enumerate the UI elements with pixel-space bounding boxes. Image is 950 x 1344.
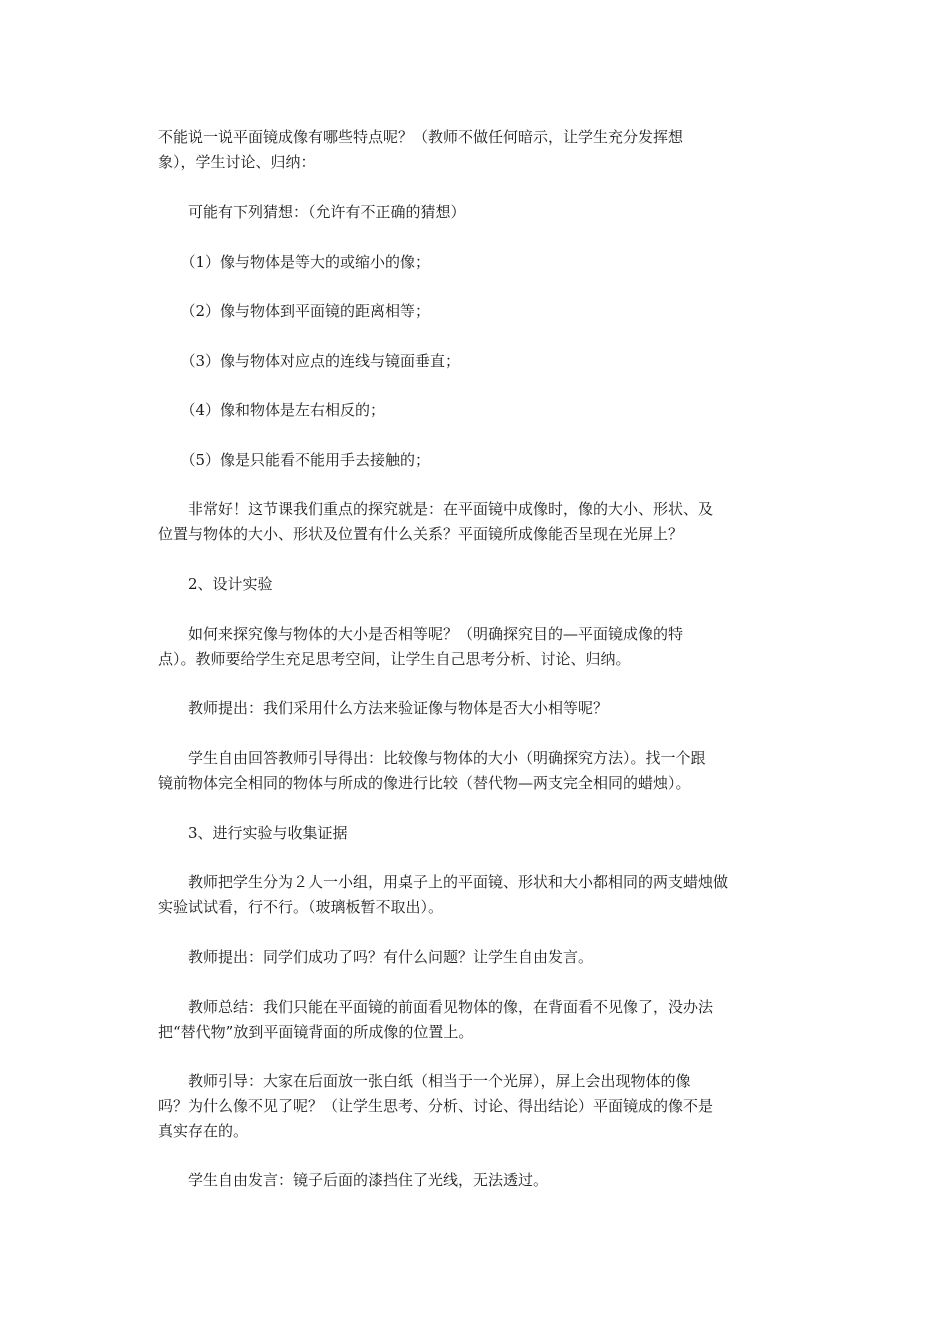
text-line: 3、进行实验与收集证据 [158, 824, 348, 842]
text-line: 学生自由发言：镜子后面的漆挡住了光线，无法透过。 [158, 1171, 549, 1189]
list-item-guess-5 [158, 448, 798, 473]
text-line: 如何来探究像与物体的大小是否相等呢？（明确探究目的—平面镜成像的特 [158, 625, 684, 643]
text-line: （2）像与物体到平面镜的距离相等； [158, 302, 431, 320]
paragraph-focus [158, 497, 798, 547]
text-line: 2、设计实验 [158, 575, 273, 593]
text-line: （4）像和物体是左右相反的； [158, 401, 386, 419]
text-line: 吗？为什么像不见了呢？（让学生思考、分析、讨论、得出结论）平面镜成的像不是 [158, 1097, 714, 1115]
text-line: 教师提出：我们采用什么方法来验证像与物体是否大小相等呢？ [158, 699, 609, 717]
text-line: 象），学生讨论、归纳： [158, 153, 316, 171]
paragraph-student-speech [158, 1168, 798, 1193]
text-line: 真实存在的。 [158, 1122, 249, 1140]
section-heading-experiment [158, 821, 798, 846]
list-item-guess-2 [158, 299, 798, 324]
text-line: 非常好！这节课我们重点的探究就是：在平面镜中成像时，像的大小、形状、及 [158, 500, 714, 518]
paragraph-guesses-heading [158, 200, 798, 225]
paragraph-teacher-question [158, 696, 798, 721]
text-line: 教师引导：大家在后面放一张白纸（相当于一个光屏），屏上会出现物体的像 [158, 1072, 691, 1090]
text-line: 镜前物体完全相同的物体与所成的像进行比较（替代物—两支完全相同的蜡烛）。 [158, 774, 691, 792]
text-line: 实验试试看，行不行。（玻璃板暂不取出）。 [158, 898, 444, 916]
list-item-guess-4 [158, 398, 798, 423]
paragraph-teacher-ask [158, 945, 798, 970]
text-line: 点）。教师要给学生充足思考空间，让学生自己思考分析、讨论、归纳。 [158, 650, 631, 668]
text-line: 教师把学生分为２人一小组，用桌子上的平面镜、形状和大小都相同的两支蜡烛做 [158, 873, 729, 891]
paragraph-grouping [158, 870, 798, 920]
paragraph-student-answer [158, 746, 798, 796]
text-line: 教师总结：我们只能在平面镜的前面看见物体的像，在背面看不见像了，没办法 [158, 998, 714, 1016]
text-line: 把“替代物”放到平面镜背面的所成像的位置上。 [158, 1023, 474, 1041]
text-line: 教师提出：同学们成功了吗？有什么问题？让学生自由发言。 [158, 948, 594, 966]
text-line: 学生自由回答教师引导得出：比较像与物体的大小（明确探究方法）。找一个跟 [158, 749, 706, 767]
text-line: 位置与物体的大小、形状及位置有什么关系？平面镜所成像能否呈现在光屏上？ [158, 525, 684, 543]
section-heading-design [158, 572, 798, 597]
text-line: 可能有下列猜想：（允许有不正确的猜想） [158, 203, 466, 221]
text-line: （5）像是只能看不能用手去接触的； [158, 451, 431, 469]
list-item-guess-3 [158, 349, 798, 374]
paragraph-design [158, 622, 798, 672]
text-line: （1）像与物体是等大的或缩小的像； [158, 253, 431, 271]
text-line: （3）像与物体对应点的连线与镜面垂直； [158, 352, 461, 370]
text-line: 不能说一说平面镜成像有哪些特点呢？（教师不做任何暗示，让学生充分发挥想 [158, 128, 684, 146]
paragraph-teacher-guide [158, 1069, 798, 1144]
list-item-guess-1 [158, 250, 798, 275]
paragraph-intro [158, 125, 798, 175]
paragraph-teacher-summary [158, 995, 798, 1045]
